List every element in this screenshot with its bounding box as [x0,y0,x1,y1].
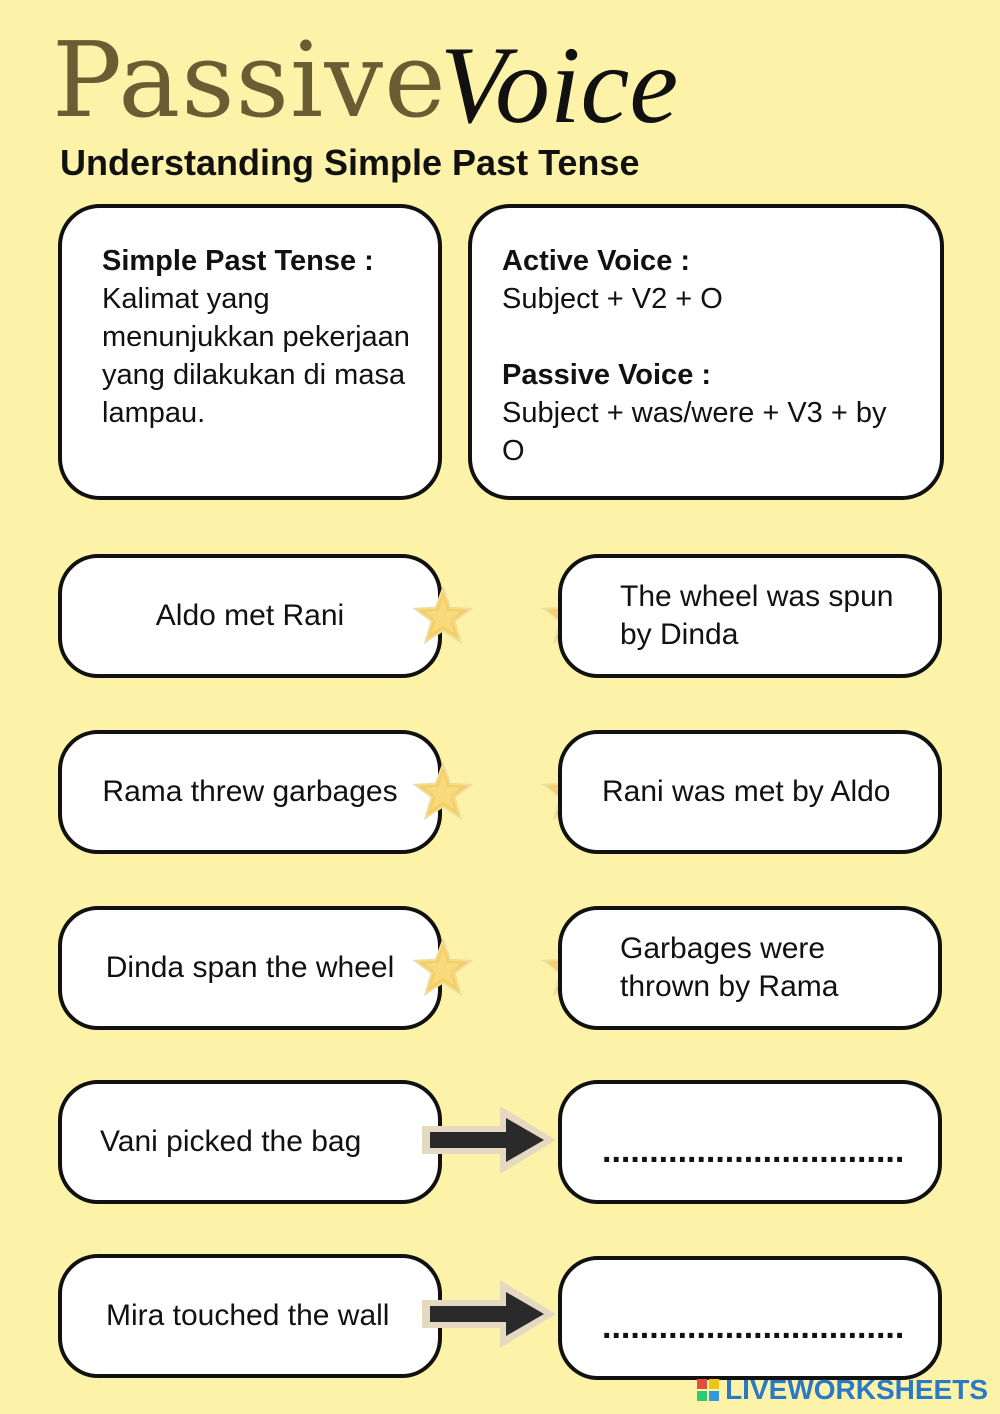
page-subtitle: Understanding Simple Past Tense [60,142,640,183]
passive-voice-formula: Subject + was/were + V3 + by O [502,397,887,467]
title-word-voice: Voice [440,24,679,146]
answer-placeholder[interactable]: ................................ [602,1132,905,1170]
match-star-icon[interactable] [412,761,474,823]
passive-voice-heading: Passive Voice : [502,359,712,391]
exercise-prompt-2 [58,1254,442,1378]
title-word-passive: Passive [52,19,447,141]
passive-sentence-1[interactable] [558,554,942,678]
definition-heading: Simple Past Tense : [102,245,374,277]
liveworksheets-logo [697,1374,988,1406]
active-voice-formula: Subject + V2 + O [502,283,723,315]
active-sentence-1[interactable] [58,554,442,678]
arrow-right-icon [420,1100,560,1180]
active-sentence-3[interactable] [58,906,442,1030]
answer-field-1[interactable] [558,1080,942,1204]
active-sentence-2[interactable] [58,730,442,854]
definition-text: Kalimat yang menunjukkan pekerjaan yang dilakukan di masa lampau. [102,283,410,429]
passive-sentence-text: Garbages were thrown by Rama [620,932,839,1003]
answer-placeholder[interactable]: ................................ [602,1308,905,1346]
definition-box [58,204,442,500]
active-sentence-text: Rama threw garbages [102,775,398,808]
passive-sentence-text: Rani was met by Aldo [602,775,891,808]
passive-sentence-text: The wheel was spun by Dinda [620,580,894,651]
formula-box [468,204,944,500]
active-sentence-text: Dinda span the wheel [105,951,395,984]
match-star-icon[interactable] [412,937,474,999]
active-voice-heading: Active Voice : [502,245,691,277]
arrow-right-icon [420,1274,560,1354]
logo-text: LIVEWORKSHEETS [725,1374,988,1405]
passive-sentence-3[interactable] [558,906,942,1030]
match-star-icon[interactable] [412,585,474,647]
answer-field-2[interactable] [558,1256,942,1380]
passive-sentence-2[interactable] [558,730,942,854]
exercise-prompt-text: Mira touched the wall [106,1299,390,1332]
exercise-prompt-text: Vani picked the bag [100,1125,362,1158]
exercise-prompt-1 [58,1080,442,1204]
logo-icon [697,1379,719,1401]
active-sentence-text: Aldo met Rani [155,599,345,632]
